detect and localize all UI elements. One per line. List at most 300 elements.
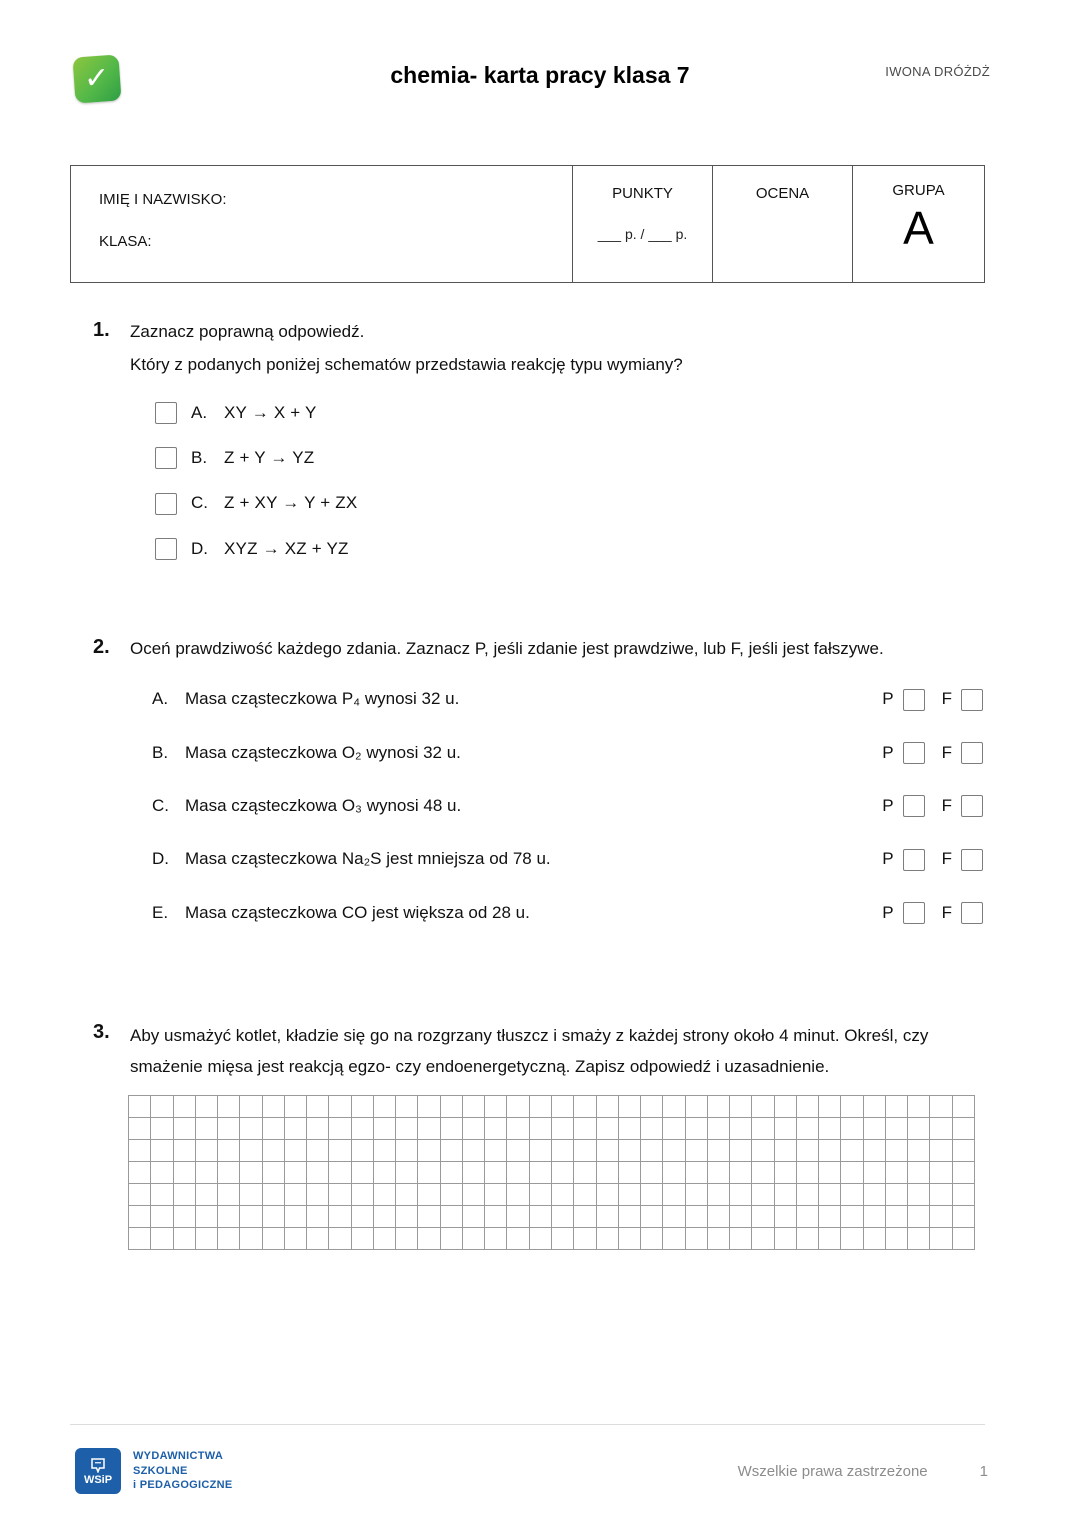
grid-cell: [352, 1118, 374, 1140]
grid-cell: [218, 1096, 240, 1118]
grid-cell: [441, 1162, 463, 1184]
grid-cell: [908, 1118, 930, 1140]
grid-cell: [619, 1096, 641, 1118]
grid-cell: [686, 1096, 708, 1118]
grid-cell: [463, 1228, 485, 1250]
grid-cell: [307, 1228, 329, 1250]
grid-cell: [151, 1162, 173, 1184]
q1-option-b-checkbox[interactable]: [155, 447, 177, 469]
grid-cell: [418, 1140, 440, 1162]
grid-cell: [240, 1228, 262, 1250]
grid-cell: [352, 1206, 374, 1228]
statement-text: Masa cząsteczkowa O₂ wynosi 32 u.: [185, 742, 461, 762]
grid-cell: [663, 1140, 685, 1162]
q2-e-true-checkbox[interactable]: [903, 902, 925, 924]
grid-cell: [552, 1184, 574, 1206]
option-letter: C.: [191, 493, 208, 513]
grid-cell: [218, 1206, 240, 1228]
grid-cell: [819, 1184, 841, 1206]
grid-cell: [263, 1206, 285, 1228]
grid-cell: [129, 1118, 151, 1140]
grid-cell: [530, 1162, 552, 1184]
grid-cell: [507, 1184, 529, 1206]
grid-cell: [752, 1162, 774, 1184]
grid-cell: [552, 1140, 574, 1162]
grid-cell: [218, 1228, 240, 1250]
grid-cell: [196, 1096, 218, 1118]
grid-cell: [329, 1096, 351, 1118]
grid-cell: [775, 1228, 797, 1250]
statement-text: Masa cząsteczkowa P₄ wynosi 32 u.: [185, 689, 460, 709]
q2-b-true-checkbox[interactable]: [903, 742, 925, 764]
grid-cell: [730, 1162, 752, 1184]
grid-cell: [841, 1184, 863, 1206]
grid-cell: [619, 1118, 641, 1140]
question-1-number: 1.: [93, 319, 110, 341]
grid-cell: [953, 1206, 975, 1228]
points-column: [572, 166, 712, 282]
grid-cell: [930, 1206, 952, 1228]
grid-cell: [908, 1228, 930, 1250]
q2-a-false-checkbox[interactable]: [961, 689, 983, 711]
grid-cell: [240, 1118, 262, 1140]
grid-cell: [307, 1096, 329, 1118]
grid-cell: [953, 1140, 975, 1162]
grid-cell: [374, 1162, 396, 1184]
grid-cell: [329, 1184, 351, 1206]
grid-cell: [418, 1096, 440, 1118]
grid-cell: [841, 1162, 863, 1184]
q2-b-false-checkbox[interactable]: [961, 742, 983, 764]
grid-cell: [174, 1140, 196, 1162]
grid-cell: [374, 1228, 396, 1250]
grid-cell: [886, 1206, 908, 1228]
q2-c-false-checkbox[interactable]: [961, 795, 983, 817]
question-1-options: [130, 400, 985, 562]
question-1: [70, 319, 985, 581]
grid-cell: [552, 1228, 574, 1250]
q2-e-false-checkbox[interactable]: [961, 902, 983, 924]
grid-cell: [485, 1184, 507, 1206]
grid-cell: [418, 1228, 440, 1250]
grid-cell: [396, 1118, 418, 1140]
statement-text: Masa cząsteczkowa CO jest większa od 28 u.: [185, 902, 530, 922]
grid-cell: [352, 1184, 374, 1206]
grid-cell: [285, 1184, 307, 1206]
q1-option-a-checkbox[interactable]: [155, 402, 177, 424]
grid-cell: [752, 1206, 774, 1228]
grid-cell: [686, 1162, 708, 1184]
student-info-left: [71, 166, 572, 282]
pf-group-d: [882, 846, 983, 872]
grid-cell: [930, 1096, 952, 1118]
grid-cell: [196, 1184, 218, 1206]
grid-cell: [174, 1184, 196, 1206]
grid-cell: [218, 1118, 240, 1140]
q2-d-false-checkbox[interactable]: [961, 849, 983, 871]
grid-cell: [663, 1162, 685, 1184]
grid-cell: [797, 1206, 819, 1228]
grid-cell: [485, 1118, 507, 1140]
grid-cell: [641, 1228, 663, 1250]
grid-cell: [886, 1096, 908, 1118]
grid-cell: [240, 1162, 262, 1184]
grid-cell: [285, 1228, 307, 1250]
page-title: chemia- karta pracy klasa 7: [390, 62, 690, 88]
grid-cell: [864, 1096, 886, 1118]
grid-cell: [196, 1162, 218, 1184]
false-label: F: [941, 849, 952, 869]
grid-cell: [930, 1140, 952, 1162]
grid-cell: [285, 1162, 307, 1184]
grid-cell: [930, 1228, 952, 1250]
grid-cell: [463, 1162, 485, 1184]
grid-cell: [463, 1118, 485, 1140]
group-value: A: [903, 202, 934, 254]
option-row-c: [130, 490, 985, 516]
grid-cell: [708, 1228, 730, 1250]
grid-cell: [530, 1140, 552, 1162]
grid-cell: [285, 1140, 307, 1162]
grid-cell: [396, 1140, 418, 1162]
grid-cell: [151, 1184, 173, 1206]
q1-option-c-checkbox[interactable]: [155, 493, 177, 515]
grid-cell: [775, 1096, 797, 1118]
grid-cell: [552, 1096, 574, 1118]
grid-cell: [886, 1118, 908, 1140]
grid-cell: [819, 1118, 841, 1140]
grid-cell: [129, 1228, 151, 1250]
grid-cell: [686, 1140, 708, 1162]
grid-cell: [307, 1118, 329, 1140]
grid-cell: [485, 1162, 507, 1184]
q1-option-d-checkbox[interactable]: [155, 538, 177, 560]
grid-cell: [597, 1096, 619, 1118]
statement-text: Masa cząsteczkowa O₃ wynosi 48 u.: [185, 796, 462, 816]
grid-cell: [619, 1140, 641, 1162]
grid-cell: [775, 1206, 797, 1228]
grid-cell: [908, 1206, 930, 1228]
option-text: Z + Y → YZ: [224, 448, 315, 468]
statement-letter: C.: [152, 796, 169, 816]
grid-cell: [864, 1162, 886, 1184]
grid-cell: [240, 1184, 262, 1206]
grid-cell: [864, 1228, 886, 1250]
grid-cell: [485, 1140, 507, 1162]
grid-cell: [196, 1140, 218, 1162]
grid-cell: [463, 1206, 485, 1228]
option-text: XYZ → XZ + YZ: [224, 538, 349, 558]
grid-cell: [552, 1118, 574, 1140]
statement-row-a: [130, 686, 985, 712]
grid-cell: [329, 1118, 351, 1140]
grid-cell: [352, 1162, 374, 1184]
grid-cell: [663, 1206, 685, 1228]
grid-cell: [663, 1118, 685, 1140]
grid-cell: [396, 1206, 418, 1228]
grid-cell: [797, 1228, 819, 1250]
question-3-text: Aby usmażyć kotlet, kładzie się go na rozgrzany tłuszcz i smaży z każdej strony około 4 minut. Określ, czy smażenie mięsa jest reakcją egzo- czy endoenergetyczną. Zapisz odpowiedź i uzasadnienie.: [130, 1026, 929, 1076]
grid-cell: [507, 1096, 529, 1118]
grid-cell: [908, 1140, 930, 1162]
grid-cell: [597, 1118, 619, 1140]
grid-cell: [507, 1162, 529, 1184]
statement-row-b: [130, 740, 985, 766]
points-label: PUNKTY: [612, 185, 673, 202]
grid-cell: [819, 1206, 841, 1228]
grid-cell: [507, 1206, 529, 1228]
grid-cell: [775, 1162, 797, 1184]
false-label: F: [941, 902, 952, 922]
grid-cell: [619, 1184, 641, 1206]
grid-cell: [396, 1184, 418, 1206]
grid-cell: [441, 1206, 463, 1228]
footer-divider: [70, 1424, 985, 1425]
grid-cell: [752, 1118, 774, 1140]
grid-cell: [530, 1096, 552, 1118]
grid-cell: [418, 1162, 440, 1184]
grid-cell: [775, 1184, 797, 1206]
grid-cell: [396, 1096, 418, 1118]
grid-cell: [574, 1184, 596, 1206]
grid-cell: [485, 1206, 507, 1228]
false-label: F: [941, 796, 952, 816]
grid-cell: [752, 1140, 774, 1162]
grid-cell: [886, 1162, 908, 1184]
grid-cell: [864, 1206, 886, 1228]
grid-cell: [418, 1118, 440, 1140]
pf-group-b: [882, 740, 983, 766]
grid-cell: [797, 1118, 819, 1140]
grid-cell: [285, 1206, 307, 1228]
grid-cell: [886, 1184, 908, 1206]
grid-cell: [641, 1184, 663, 1206]
grid-cell: [686, 1118, 708, 1140]
grid-cell: [953, 1118, 975, 1140]
grid-cell: [841, 1096, 863, 1118]
false-label: F: [941, 742, 952, 762]
answer-grid[interactable]: [128, 1095, 975, 1250]
true-label: P: [882, 902, 894, 922]
grid-cell: [752, 1184, 774, 1206]
grade-label: OCENA: [755, 185, 810, 202]
grid-cell: [441, 1096, 463, 1118]
option-letter: A.: [191, 402, 208, 422]
statement-letter: B.: [152, 742, 169, 762]
grid-cell: [196, 1118, 218, 1140]
option-row-b: [130, 445, 985, 471]
grid-cell: [196, 1206, 218, 1228]
grid-cell: [663, 1096, 685, 1118]
grid-cell: [574, 1140, 596, 1162]
grid-cell: [218, 1184, 240, 1206]
grid-cell: [218, 1162, 240, 1184]
grid-cell: [841, 1118, 863, 1140]
question-1-intro: Zaznacz poprawną odpowiedź.: [130, 322, 365, 341]
grid-cell: [507, 1140, 529, 1162]
grid-cell: [240, 1096, 262, 1118]
publisher-logo-icon: [75, 1448, 121, 1494]
grid-cell: [886, 1140, 908, 1162]
option-letter: D.: [191, 538, 208, 558]
grid-cell: [129, 1206, 151, 1228]
grid-cell: [619, 1206, 641, 1228]
grid-cell: [597, 1206, 619, 1228]
grid-cell: [174, 1096, 196, 1118]
true-label: P: [882, 849, 894, 869]
grid-cell: [307, 1140, 329, 1162]
pf-group-a: [882, 686, 983, 712]
grid-cell: [441, 1140, 463, 1162]
grid-cell: [908, 1096, 930, 1118]
q2-d-true-checkbox[interactable]: [903, 849, 925, 871]
grid-cell: [708, 1118, 730, 1140]
grid-cell: [797, 1162, 819, 1184]
grid-cell: [174, 1162, 196, 1184]
publisher-line: WYDAWNICTWA: [133, 1449, 224, 1462]
statement-letter: D.: [152, 849, 169, 869]
grid-cell: [218, 1140, 240, 1162]
grid-cell: [686, 1184, 708, 1206]
grid-cell: [307, 1162, 329, 1184]
grid-cell: [886, 1228, 908, 1250]
grid-cell: [129, 1184, 151, 1206]
grid-cell: [129, 1162, 151, 1184]
grid-cell: [708, 1096, 730, 1118]
name-label: IMIĘ I NAZWISKO:: [99, 191, 227, 208]
grid-cell: [530, 1206, 552, 1228]
grid-cell: [730, 1228, 752, 1250]
grid-cell: [930, 1118, 952, 1140]
grid-cell: [507, 1228, 529, 1250]
rights-notice: Wszelkie prawa zastrzeżone: [737, 1462, 928, 1480]
points-blank-value: ___ p. / ___ p.: [597, 226, 688, 242]
grid-cell: [307, 1184, 329, 1206]
grid-cell: [307, 1206, 329, 1228]
grid-cell: [463, 1184, 485, 1206]
grid-cell: [708, 1140, 730, 1162]
option-letter: B.: [191, 448, 208, 468]
statement-letter: A.: [152, 689, 169, 709]
grid-cell: [819, 1162, 841, 1184]
grid-cell: [953, 1162, 975, 1184]
grid-cell: [574, 1206, 596, 1228]
grid-cell: [151, 1140, 173, 1162]
grid-cell: [374, 1118, 396, 1140]
grid-cell: [352, 1096, 374, 1118]
statement-row-c: [130, 793, 985, 819]
grid-cell: [797, 1140, 819, 1162]
publisher-logo-text: WSiP: [83, 1473, 113, 1486]
grid-cell: [641, 1096, 663, 1118]
grid-cell: [930, 1184, 952, 1206]
grid-cell: [574, 1096, 596, 1118]
grid-cell: [151, 1118, 173, 1140]
q2-a-true-checkbox[interactable]: [903, 689, 925, 711]
grid-cell: [240, 1140, 262, 1162]
grid-cell: [752, 1228, 774, 1250]
grid-cell: [329, 1206, 351, 1228]
grid-cell: [485, 1096, 507, 1118]
grid-cell: [841, 1140, 863, 1162]
option-row-d: [130, 536, 985, 562]
grid-cell: [263, 1184, 285, 1206]
grid-cell: [396, 1162, 418, 1184]
grid-cell: [641, 1118, 663, 1140]
grid-cell: [730, 1096, 752, 1118]
grid-cell: [441, 1184, 463, 1206]
class-label: KLASA:: [99, 233, 152, 250]
grid-cell: [463, 1140, 485, 1162]
grid-cell: [819, 1228, 841, 1250]
grid-cell: [174, 1206, 196, 1228]
grid-cell: [597, 1228, 619, 1250]
grid-cell: [730, 1206, 752, 1228]
true-label: P: [882, 796, 894, 816]
grid-cell: [441, 1228, 463, 1250]
grid-cell: [953, 1228, 975, 1250]
grid-cell: [708, 1162, 730, 1184]
grid-cell: [329, 1140, 351, 1162]
question-2-number: 2.: [93, 636, 110, 659]
grid-cell: [552, 1206, 574, 1228]
grid-cell: [463, 1096, 485, 1118]
grid-cell: [752, 1096, 774, 1118]
grid-cell: [775, 1118, 797, 1140]
grid-cell: [864, 1118, 886, 1140]
grid-cell: [285, 1096, 307, 1118]
grid-cell: [841, 1228, 863, 1250]
grid-cell: [819, 1096, 841, 1118]
grid-cell: [641, 1206, 663, 1228]
grid-cell: [597, 1184, 619, 1206]
grid-cell: [263, 1096, 285, 1118]
grid-cell: [641, 1162, 663, 1184]
grid-cell: [441, 1118, 463, 1140]
grid-cell: [953, 1184, 975, 1206]
grid-cell: [841, 1206, 863, 1228]
grid-cell: [574, 1118, 596, 1140]
grid-cell: [819, 1140, 841, 1162]
grid-cell: [263, 1228, 285, 1250]
question-2-text: Oceń prawdziwość każdego zdania. Zaznacz P, jeśli zdanie jest prawdziwe, lub F, jeśli jest fałszywe.: [130, 639, 884, 659]
grid-cell: [597, 1140, 619, 1162]
checkmark-icon: ✓: [84, 62, 110, 96]
grid-cell: [151, 1096, 173, 1118]
grid-cell: [574, 1162, 596, 1184]
grid-cell: [374, 1140, 396, 1162]
grid-cell: [663, 1228, 685, 1250]
option-text: XY → X + Y: [224, 402, 317, 422]
q2-c-true-checkbox[interactable]: [903, 795, 925, 817]
grid-cell: [352, 1140, 374, 1162]
grid-cell: [263, 1162, 285, 1184]
grid-cell: [530, 1228, 552, 1250]
grid-cell: [953, 1096, 975, 1118]
grid-cell: [686, 1206, 708, 1228]
grid-cell: [374, 1096, 396, 1118]
pf-group-e: [882, 900, 983, 926]
question-1-text: Który z podanych poniżej schematów przedstawia reakcję typu wymiany?: [130, 355, 683, 375]
grid-cell: [619, 1228, 641, 1250]
grid-cell: [730, 1118, 752, 1140]
grid-cell: [263, 1140, 285, 1162]
grid-cell: [908, 1162, 930, 1184]
grid-cell: [730, 1140, 752, 1162]
grid-cell: [507, 1118, 529, 1140]
statement-letter: E.: [152, 902, 169, 922]
grid-cell: [285, 1118, 307, 1140]
